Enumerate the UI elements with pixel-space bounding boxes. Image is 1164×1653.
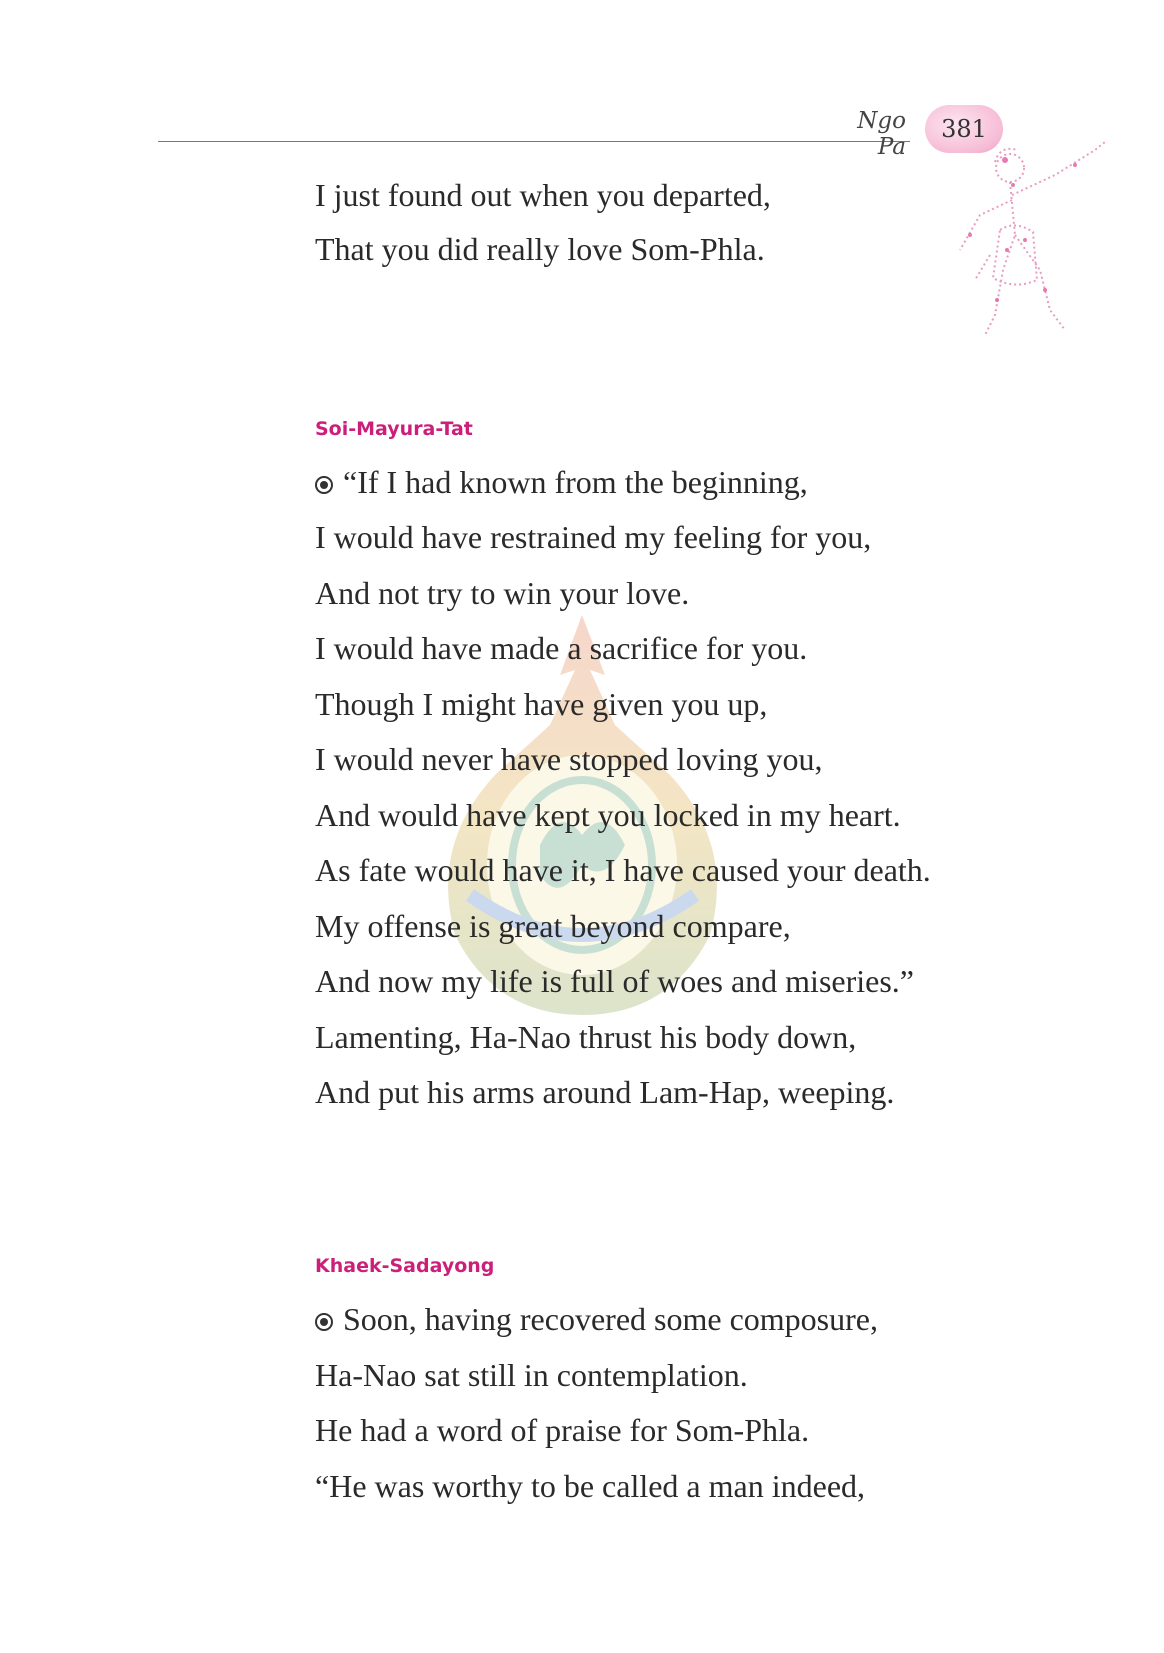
verse-line: “He was worthy to be called a man indeed, xyxy=(315,1468,866,1504)
verse-line: That you did really love Som-Phla. xyxy=(315,231,765,267)
verse-line: And now my life is full of woes and miseries.” xyxy=(315,963,914,999)
verse-line xyxy=(315,1300,878,1338)
verse-line xyxy=(315,463,808,501)
verse-line: My offense is great beyond compare, xyxy=(315,908,791,944)
section-heading: Khaek-Sadayong xyxy=(315,1255,495,1277)
verse-line: As fate would have it, I have caused your death. xyxy=(315,852,931,888)
verse-text: “If I had known from the beginning, xyxy=(343,464,808,500)
verse-line: He had a word of praise for Som-Phla. xyxy=(315,1412,810,1448)
verse-line: I would have restrained my feeling for you, xyxy=(315,519,872,555)
verse-line: I would never have stopped loving you, xyxy=(315,741,823,777)
page-number-badge: 381 xyxy=(925,105,1003,153)
verse-line: And not try to win your love. xyxy=(315,575,690,611)
verse-line: I just found out when you departed, xyxy=(315,177,771,213)
header-rule xyxy=(158,141,910,142)
verse-line: Ha-Nao sat still in contemplation. xyxy=(315,1357,748,1393)
verse-line: Though I might have given you up, xyxy=(315,686,768,722)
dancer-illustration-icon xyxy=(955,140,1120,345)
running-header-title: Ngo Pa xyxy=(857,108,906,160)
verse-line: And would have kept you locked in my heart. xyxy=(315,797,901,833)
bullet-icon xyxy=(315,1313,333,1331)
verse-line: I would have made a sacrifice for you. xyxy=(315,630,808,666)
verse-line: And put his arms around Lam-Hap, weeping. xyxy=(315,1074,895,1110)
section-heading: Soi-Mayura-Tat xyxy=(315,418,473,440)
verse-text: Soon, having recovered some composure, xyxy=(343,1301,878,1337)
verse-line: Lamenting, Ha-Nao thrust his body down, xyxy=(315,1019,857,1055)
bullet-icon xyxy=(315,476,333,494)
